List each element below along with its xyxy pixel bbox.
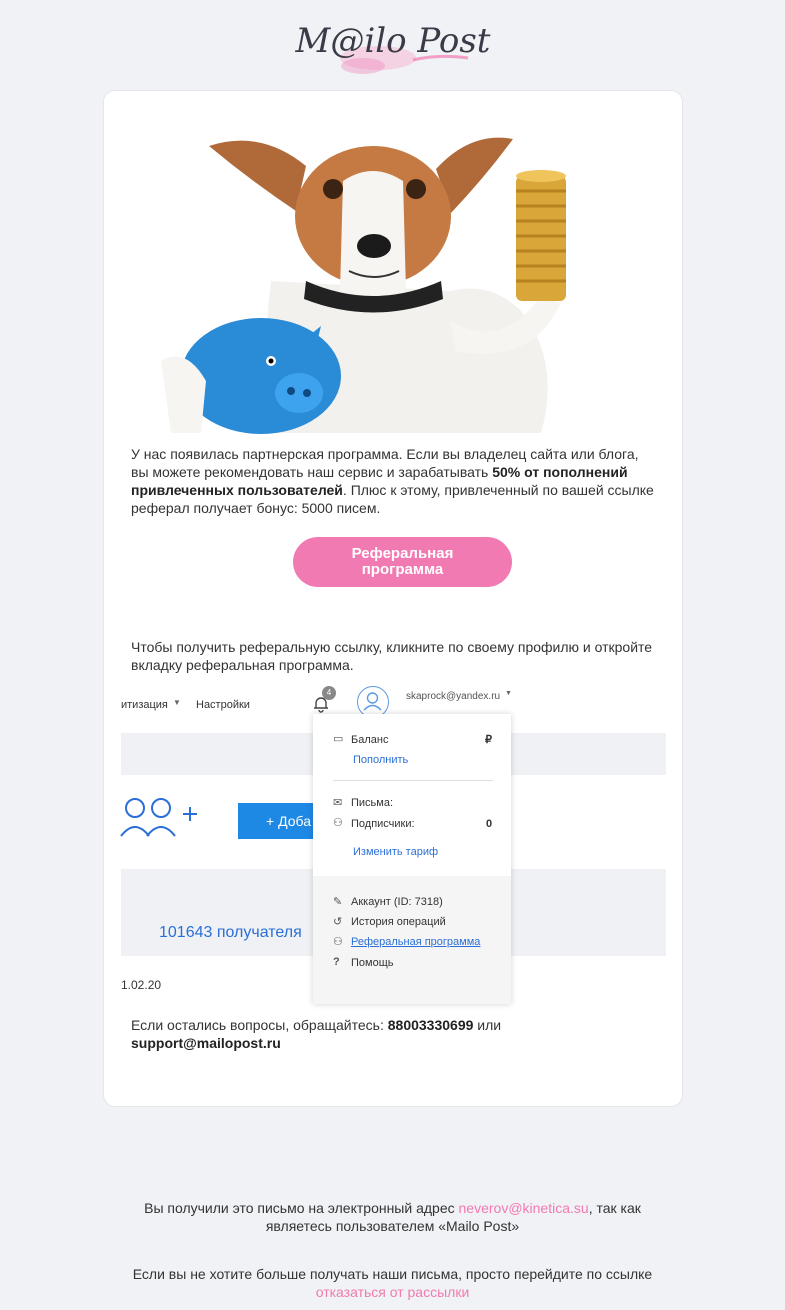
currency-symbol: ₽ (485, 734, 492, 746)
footer-unsubscribe (0, 1265, 785, 1301)
footer-received-suffix: , так как являетесь пользователем «Mailo Post» (265, 1200, 641, 1234)
unsubscribe-link[interactable]: отказаться от рассылки (315, 1284, 470, 1300)
intro-highlight: 50% от пополнений привлеченных пользователей (131, 464, 628, 498)
recipients-count: 101643 получателя (159, 924, 302, 941)
topup-link[interactable]: Пополнить (353, 754, 409, 766)
contact-or: или (473, 1017, 502, 1033)
subscribers-count: 0 (486, 818, 493, 830)
date-label: 1.02.20 (121, 978, 162, 992)
contact-email[interactable]: support@mailopost.ru (131, 1035, 281, 1051)
intro-text: У нас появилась партнерская программа. Если вы владелец сайта или блога, вы можете рекомендовать наш сервис и зарабатывать (131, 446, 639, 480)
nav-item-automation: итизация (121, 699, 168, 711)
menu-item-referral[interactable]: Реферальная программа (351, 936, 481, 948)
recipient-email-link[interactable]: neverov@kinetica.su (458, 1200, 589, 1216)
profile-dropdown-menu (313, 714, 511, 1004)
help-icon: ? (333, 956, 340, 968)
change-plan-link[interactable]: Изменить тариф (353, 846, 439, 858)
menu-item-history[interactable]: История операций (351, 916, 446, 928)
instruction-text: Чтобы получить реферальную ссылку, кликните по своему профилю и откройте вкладку реферальная программа. (131, 639, 653, 673)
menu-item-balance: Баланс (351, 734, 389, 746)
envelope-icon: ✉ (333, 797, 343, 809)
contact-phone[interactable]: 88003330699 (387, 1017, 474, 1033)
footer-notice (0, 1199, 785, 1235)
piggy-bank (181, 318, 341, 434)
brand-logo[interactable] (0, 10, 785, 83)
nav-item-settings: Настройки (196, 699, 250, 711)
referral-icon: ⚇ (333, 936, 343, 948)
logo-image (295, 10, 490, 78)
user-email: skaprock@yandex.ru (406, 691, 501, 702)
chevron-down-icon: ▼ (173, 698, 181, 707)
history-icon: ↺ (333, 916, 343, 928)
menu-item-help[interactable]: Помощь (351, 957, 394, 969)
contact-paragraph (131, 1016, 561, 1052)
user-icon (358, 687, 387, 716)
menu-item-letters: Письма: (351, 797, 394, 809)
profile-menu-screenshot (121, 686, 666, 1004)
contact-text: Если остались вопросы, обращайтесь: (131, 1017, 388, 1033)
intro-text-rest: . Плюс к этому, привлеченный по вашей ссылке реферал получает бонус: 5000 писем. (131, 482, 654, 516)
subscribers-icon (121, 794, 201, 840)
referral-program-button[interactable] (293, 537, 512, 587)
notifications-badge: 4 (322, 686, 336, 700)
pencil-icon: ✎ (333, 896, 343, 908)
intro-paragraph (131, 445, 656, 517)
menu-item-subscribers: Подписчики: (351, 818, 415, 830)
user-menu-chevron-icon: ▼ (505, 690, 512, 697)
unsubscribe-text: Если вы не хотите больше получать наши письма, просто перейдите по ссылке (132, 1266, 653, 1282)
footer-received-text: Вы получили это письмо на электронный адрес (144, 1200, 459, 1216)
coins-stack (516, 170, 566, 301)
logo-text: M@ilo Post (295, 21, 490, 61)
menu-divider (333, 780, 493, 781)
referral-program-button-label: Реферальная программа (351, 545, 454, 578)
wallet-icon: ▭ (333, 733, 344, 745)
add-button-label: + Доба (266, 813, 311, 829)
email-card (103, 90, 683, 1107)
hero-image (121, 121, 664, 433)
person-icon: ⚇ (333, 817, 343, 829)
menu-item-account[interactable]: Аккаунт (ID: 7318) (351, 896, 443, 908)
